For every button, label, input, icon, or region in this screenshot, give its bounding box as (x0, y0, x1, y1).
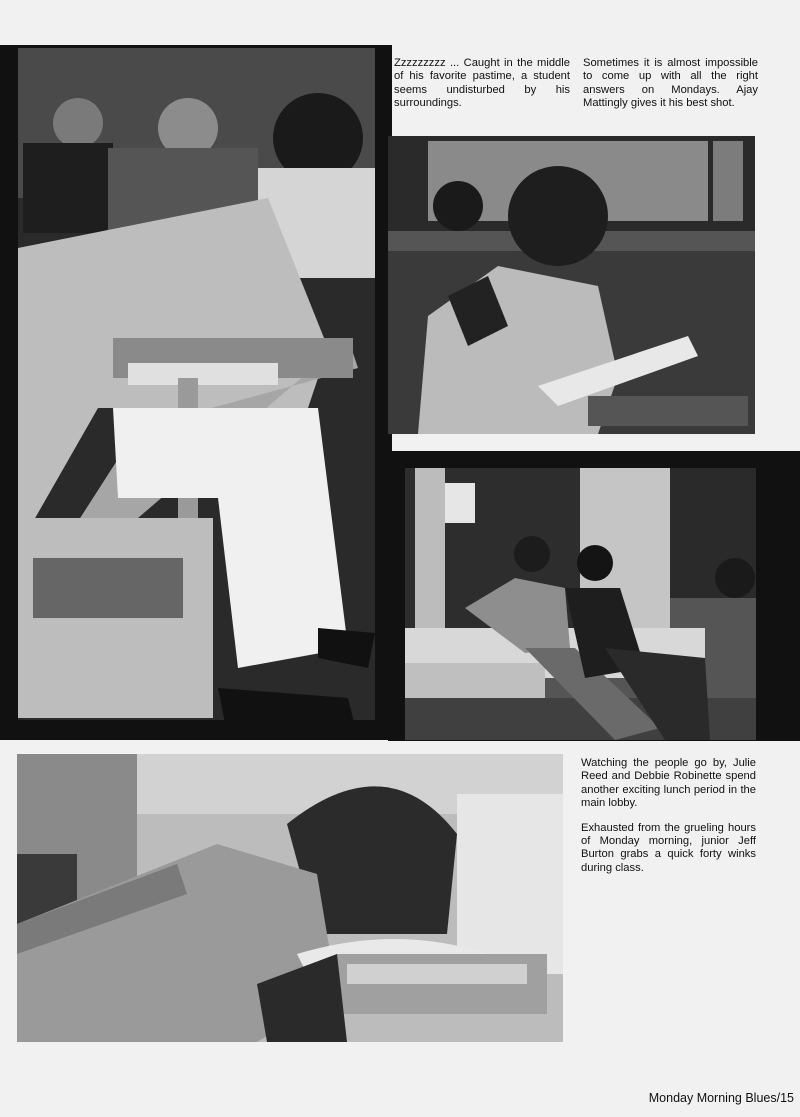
caption-jeff-burton-text: Exhausted from the grueling hours of Monday morning, junior Jeff Burton grabs a quick forty winks during class. (581, 821, 756, 874)
caption-ajay-mattingly (583, 57, 758, 122)
folio-section-title: Monday Morning Blues (648, 1091, 777, 1105)
caption-sleeping-student (394, 57, 570, 122)
caption-ajay-mattingly-text: Sometimes it is almost impossible to come up with all the right answers on Mondays. Ajay Mattingly gives it his best shot. (583, 57, 758, 110)
photo-jeff-burton (17, 754, 563, 1042)
photo-ajay-mattingly (388, 136, 755, 434)
caption-main-lobby-text: Watching the people go by, Julie Reed and Debbie Robinette spend another exciting lunch period in the main lobby. (581, 757, 756, 810)
folio-page-number: 15 (780, 1091, 794, 1105)
photo-sleeping-student (18, 48, 375, 720)
caption-sleeping-student-text: Zzzzzzzzz ... Caught in the middle of his favorite pastime, a student seems undisturbed by his surroundings. (394, 57, 570, 110)
folio-separator: / (776, 1091, 781, 1105)
caption-right-column (581, 757, 756, 886)
page-folio (649, 1091, 794, 1105)
photo-main-lobby (405, 468, 756, 740)
